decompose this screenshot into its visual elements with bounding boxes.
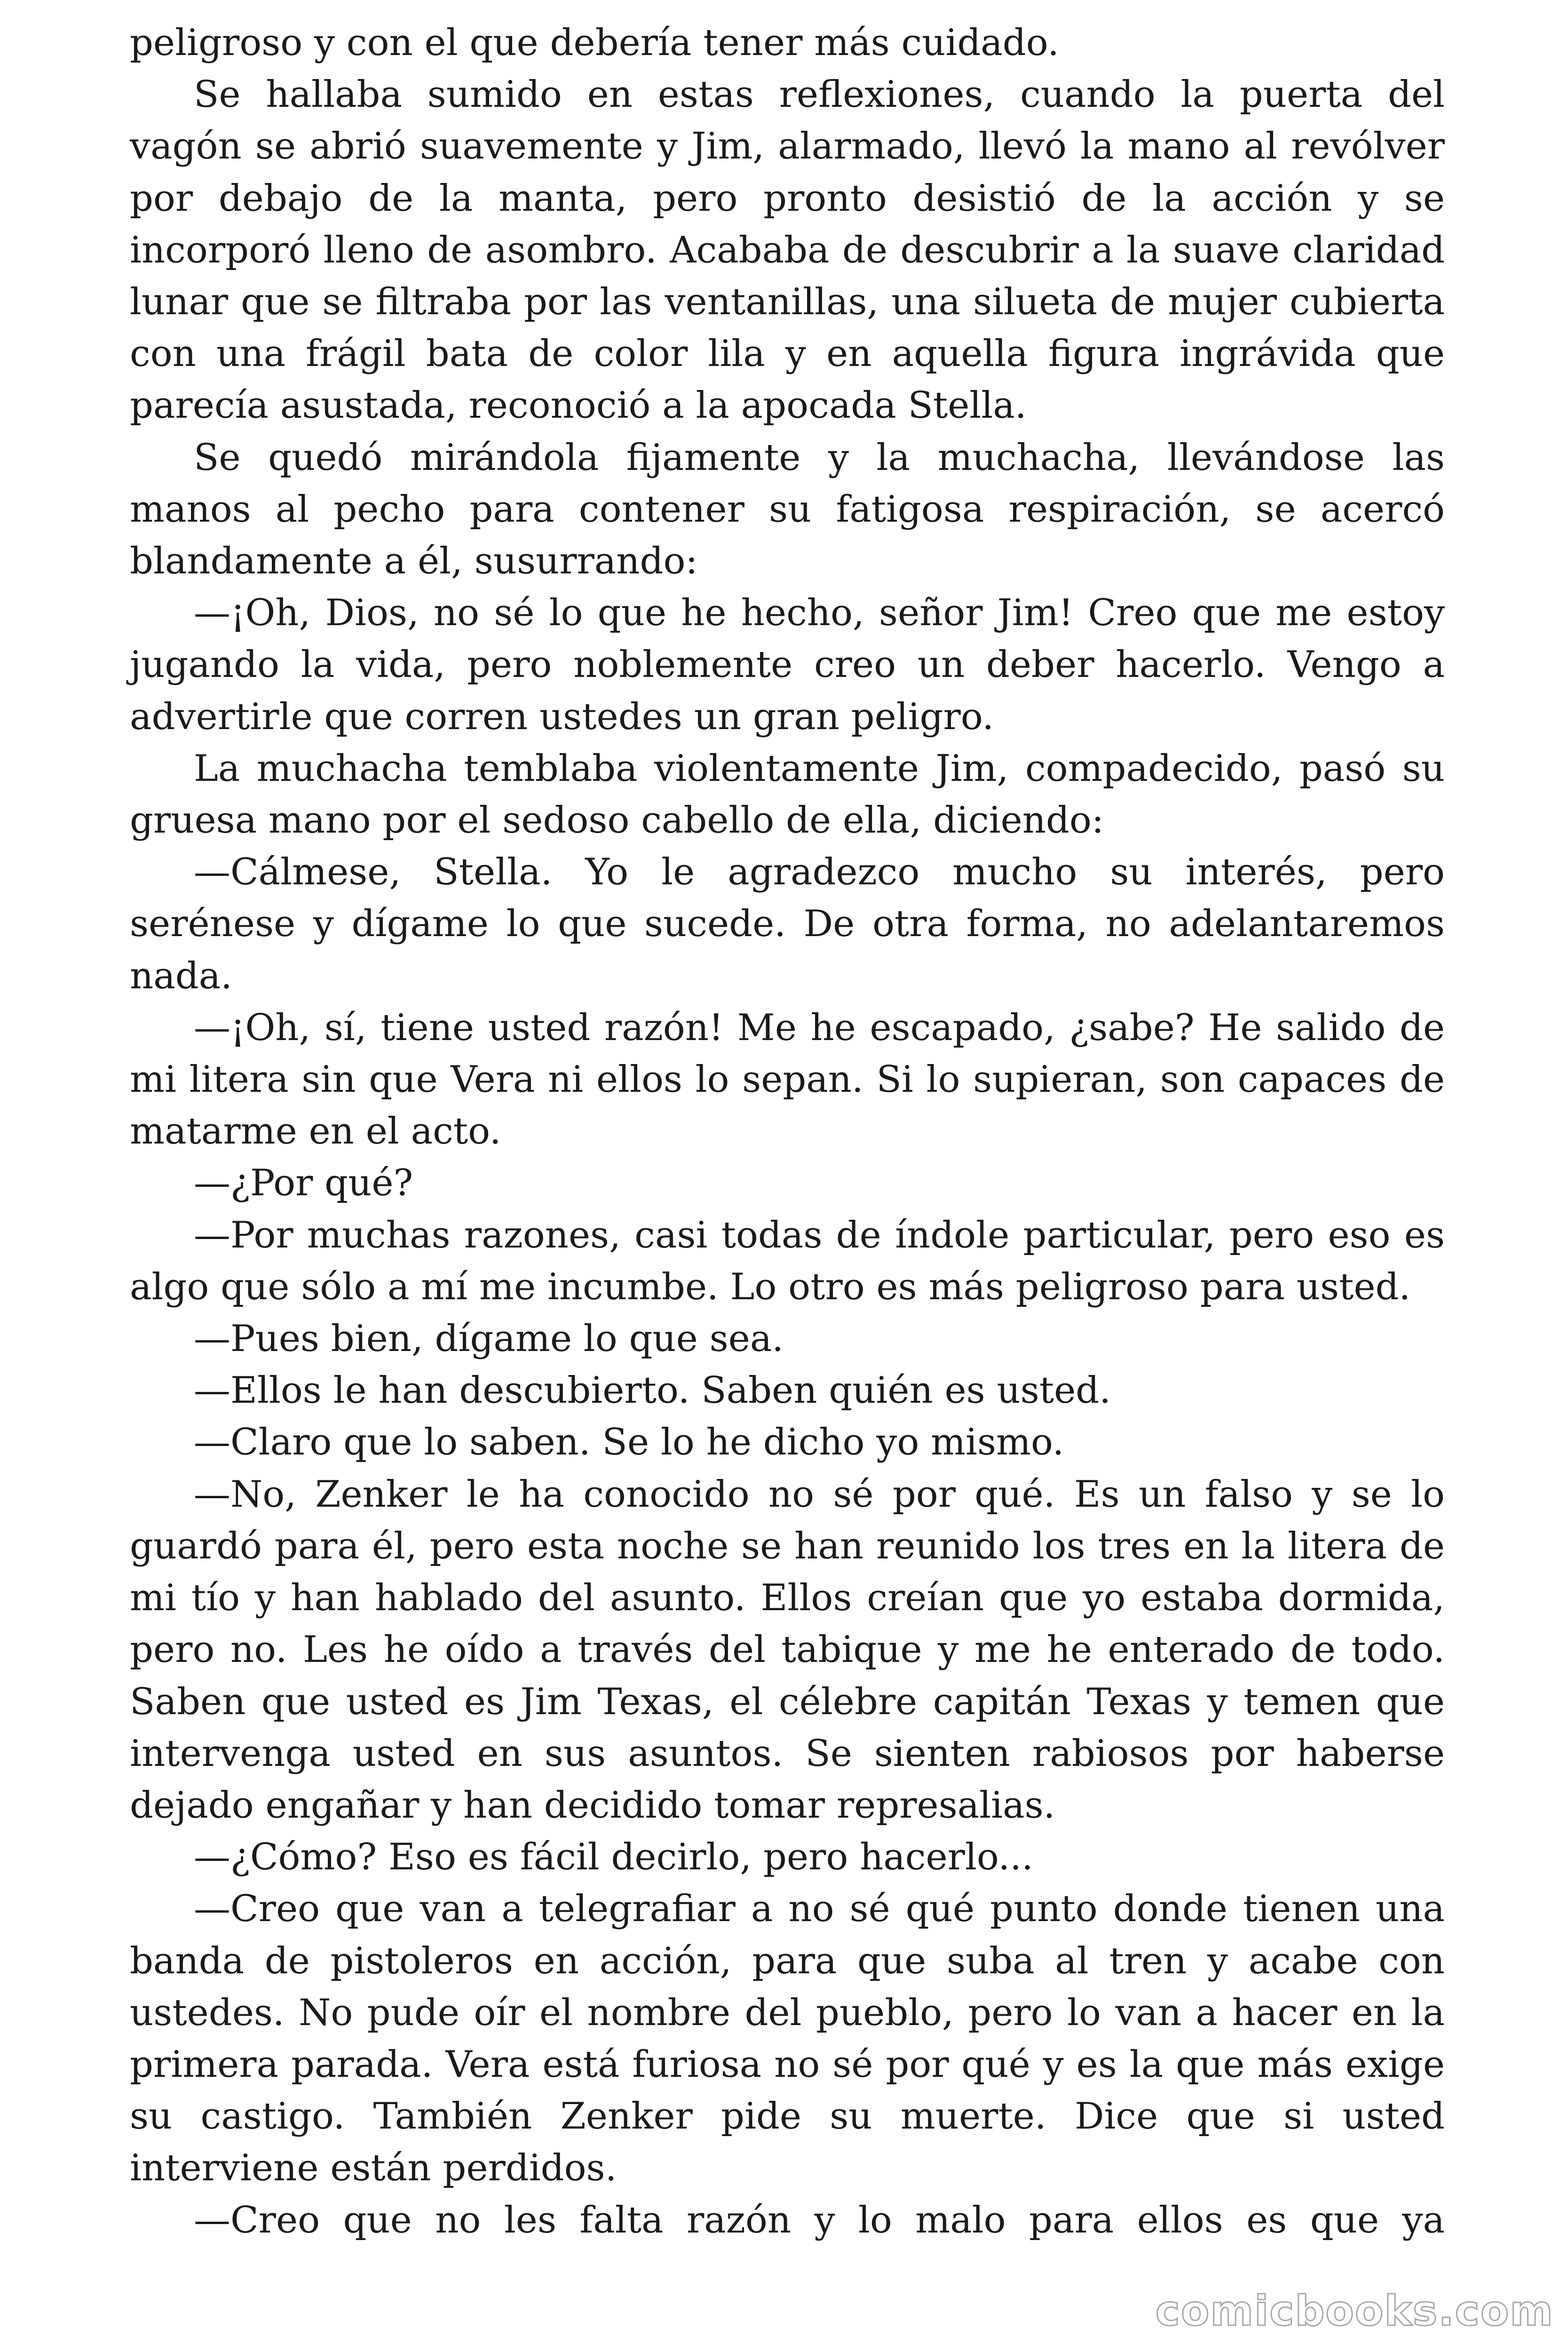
paragraph: —Creo que van a telegrafiar a no sé qué punto donde tienen una banda de pistoleros en acción, para que suba al tren y acabe con ustedes. No pude oír el nombre del pueblo, pero lo van a hacer en la primera parada. Vera está furiosa no sé por qué y es la que más exige su castigo. También Zenker pide su muerte. Dice que si usted interviene están perdidos. (130, 1888, 1445, 2190)
paragraph: —Creo que no les falta razón y lo malo para ellos es que ya (194, 2199, 1445, 2241)
paragraph: —Pues bien, dígame lo que sea. (194, 1318, 784, 1360)
paragraph: peligroso y con el que debería tener más cuidado. (130, 22, 1060, 64)
paragraph: —¿Por qué? (194, 1162, 413, 1205)
watermark-logo: comicbooks.com (1155, 2287, 1554, 2335)
paragraph: —¿Cómo? Eso es fácil decirlo, pero hacerlo... (194, 1836, 1033, 1879)
paragraph: —Por muchas razones, casi todas de índole particular, pero eso es algo que sólo a mí me incumbe. Lo otro es más peligroso para usted. (130, 1214, 1445, 1308)
paragraph: —Cálmese, Stella. Yo le agradezco mucho su interés, pero serénese y dígame lo que sucede. De otra forma, no adelantaremos nada. (130, 851, 1445, 997)
paragraph: La muchacha temblaba violentamente Jim, compadecido, pasó su gruesa mano por el sedoso cabello de ella, diciendo: (130, 747, 1445, 842)
paragraph: Se quedó mirándola fijamente y la muchacha, llevándose las manos al pecho para contener su fatigosa respiración, se acercó blandamente a él, susurrando: (130, 436, 1445, 583)
paragraph: —¡Oh, Dios, no sé lo que he hecho, señor Jim! Creo que me estoy jugando la vida, pero noblemente creo un deber hacerlo. Vengo a advertirle que corren ustedes un gran peligro. (130, 592, 1445, 738)
paragraph: —Ellos le han descubierto. Saben quién es usted. (194, 1369, 1111, 1412)
paragraph: —No, Zenker le ha conocido no sé por qué. Es un falso y se lo guardó para él, pero esta noche se han reunido los tres en la litera de mi tío y han hablado del asunto. Ellos creían que yo estaba dormida, pero no. Les he oído a través del tabique y me he enterado de todo. Saben que usted es Jim Texas, el célebre capitán Texas y temen que intervenga usted en sus asuntos. Se sienten rabiosos por haberse dejado engañar y han decidido tomar represalias. (130, 1473, 1445, 1827)
paragraph: —Claro que lo saben. Se lo he dicho yo mismo. (194, 1421, 1064, 1464)
paragraph: Se hallaba sumido en estas reflexiones, cuando la puerta del vagón se abrió suavemente y Jim, alarmado, llevó la mano al revólver por debajo de la manta, pero pronto desistió de la acción y se incorporó lleno de asombro. Acababa de descubrir a la suave claridad lunar que se filtraba por las ventanillas, una silueta de mujer cubierta con una frágil bata de color lila y en aquella figura ingrávida que parecía asustada, reconoció a la apocada Stella. (130, 73, 1445, 427)
body-text (130, 17, 1445, 2246)
paragraph: —¡Oh, sí, tiene usted razón! Me he escapado, ¿sabe? He salido de mi litera sin que Vera ni ellos lo sepan. Si lo supieran, son capaces de matarme en el acto. (130, 1006, 1445, 1153)
